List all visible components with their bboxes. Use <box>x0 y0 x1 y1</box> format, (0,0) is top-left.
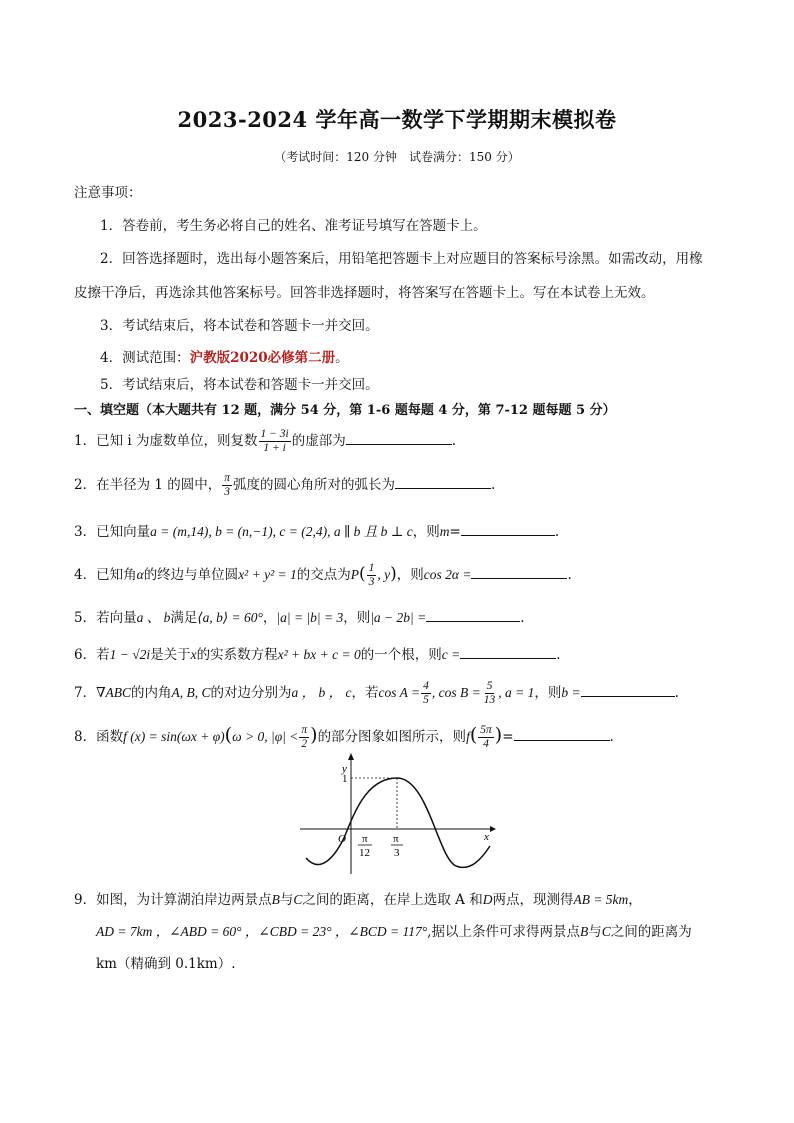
q4-circle-eq: x² + y² = 1 <box>238 567 297 583</box>
note-1: 1．答卷前，考生务必将自己的姓名、准考证号填写在答题卡上。 <box>100 218 487 234</box>
q1-text: 1．已知 i 为虚数单位，则复数 <box>74 433 258 450</box>
note-3: 3．考试结束后，将本试卷和答题卡一并交回。 <box>100 318 379 334</box>
q2-fraction: $\frac{\pi}{3}$ <box>224 472 231 499</box>
q3-answer-blank[interactable] <box>461 523 555 536</box>
x-tick-1-den: 12 <box>359 847 370 859</box>
note-2a: 2．回答选择题时，选出每小题答案后，用铅笔把答题卡上对应题目的答案标号涂黑。如需改动，用橡 <box>100 251 703 267</box>
q7-answer-blank[interactable] <box>581 684 675 697</box>
q7-fraction-b: $\frac{5}{13}$ <box>483 680 496 707</box>
question-9-line-2: AD = 7km ，∠ABD = 60° ，∠CBD = 23° ，∠BCD = 117°,据以上条件可求得两景点B与C之间的距离为 <box>96 924 692 940</box>
question-9-line-3: km（精确到 0.1km）. <box>96 956 236 972</box>
q1-fraction: $\frac{1 - 3i}{1 + i}$ <box>260 428 289 455</box>
q1-answer-blank[interactable] <box>346 432 452 445</box>
note-5: 5．考试结束后，将本试卷和答题卡一并交回。 <box>100 377 379 393</box>
q8-answer-blank[interactable] <box>514 728 610 741</box>
note-4-prefix: 4．测试范围： <box>100 350 190 366</box>
note-4-range: 沪教版2020必修第二册 <box>189 350 336 366</box>
x-axis-label: x <box>484 831 489 843</box>
question-5: 5．若向量a 、 b满足⟨a, b⟩ = 60°，|a| = |b| = 3，则|a − 2b| = . <box>74 610 525 626</box>
x-tick-1-num: π <box>362 833 368 845</box>
question-9-line-1: 9．如图，为计算湖泊岸边两景点B与C之间的距离，在岸上选取 A 和D两点，现测得AB = 5km， <box>74 892 642 908</box>
question-7: 7．∇ABC的内角A, B, C的对边分别为a ， b ， c，若cos A = $\frac{4}{5}$ , cos B = $\frac{5}{13}$ , a = 1，则b = . <box>74 680 679 707</box>
q4-fraction: $\frac{1}{3}$ <box>368 562 375 589</box>
q3-expression: a = (m,14), b = (n,−1), c = (2,4), a ∥ b 且 b ⊥ c <box>150 524 413 539</box>
note-4-suffix: 。 <box>335 350 349 366</box>
page-subtitle: （考试时间：120 分钟 试卷满分：150 分） <box>274 150 520 164</box>
y-axis-arrow <box>348 753 354 760</box>
question-2: 2．在半径为 1 的圆中， $\frac{\pi}{3}$ 弧度的圆心角所对的弧长为 . <box>74 472 496 499</box>
x-tick-2-num: π <box>393 833 399 845</box>
notes-heading: 注意事项： <box>74 185 142 201</box>
origin-label: O <box>338 833 346 845</box>
note-2b: 皮擦干净后，再选涂其他答案标号。回答非选择题时，将答案写在答题卡上。写在本试卷上无效。 <box>74 285 655 301</box>
q2-answer-blank[interactable] <box>395 476 491 489</box>
x-tick-2-den: 3 <box>394 847 400 859</box>
section-1-heading: 一、填空题（本大题共有 12 题，满分 54 分，第 1-6 题每题 4 分，第 7-12 题每题 5 分） <box>74 403 616 418</box>
q8-fraction-arg: $\frac{5\pi}{4}$ <box>480 724 492 751</box>
question-3: 3．已知向量a = (m,14), b = (n,−1), c = (2,4), a ∥ b 且 b ⊥ c，则m= . <box>74 524 560 540</box>
y-tick-label: 1 <box>342 773 348 785</box>
question-1: 1．已知 i 为虚数单位，则复数 $\frac{1 - 3i}{1 + i}$ 的虚部为 . <box>74 428 457 455</box>
page-title: 2023-2024 学年高一数学下学期期末模拟卷 <box>177 107 617 132</box>
question-4: 4．已知角α的终边与单位圆x² + y² = 1的交点为P( $\frac{1}{3}$ , y)，则cos 2α = . <box>74 562 572 589</box>
question-6: 6．若1 − √2i是关于x的实系数方程x² + bx + c = 0的一个根，则c = . <box>74 647 561 663</box>
note-4 <box>100 346 349 366</box>
q4-answer-blank[interactable] <box>471 566 567 579</box>
q5-answer-blank[interactable] <box>426 609 520 622</box>
x-axis-arrow <box>490 826 496 832</box>
q7-fraction-a: $\frac{4}{5}$ <box>423 680 429 707</box>
y-axis-label: y <box>342 763 347 775</box>
q8-fraction-phi: $\frac{\pi}{2}$ <box>301 724 308 751</box>
q6-answer-blank[interactable] <box>460 646 556 659</box>
question-8: 8．函数f (x) = sin(ωx + φ)(ω > 0, |φ| < $\frac{\pi}{2}$ )的部分图象如图所示，则f( $\frac{5\pi}{4}$ )= . <box>74 724 614 751</box>
sine-graph <box>296 748 496 878</box>
